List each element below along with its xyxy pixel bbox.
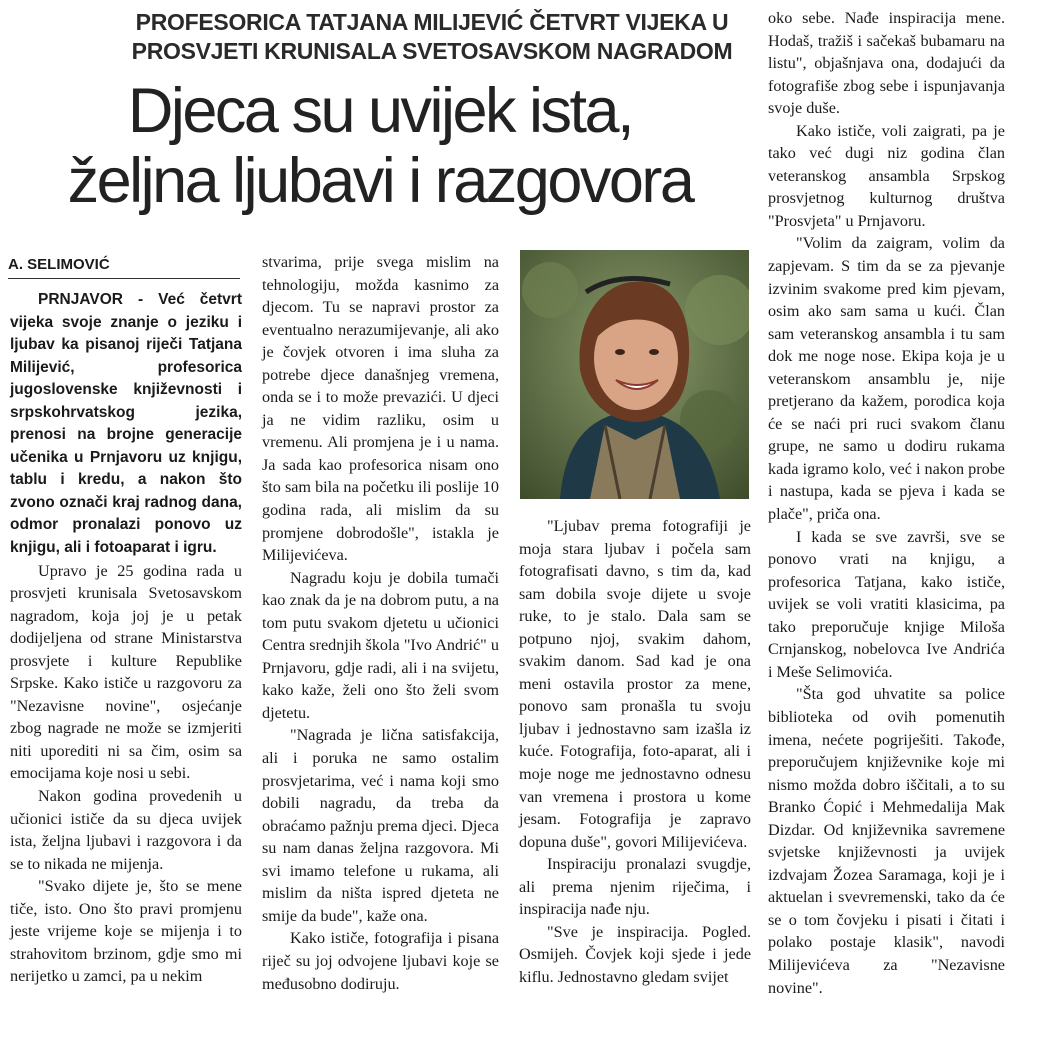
paragraph: I kada se sve završi, sve se ponovo vrati na knjigu, a profesorica Tatjana, kako ističe, uvijek se voli vratiti klasicima, pa tako preporučuje knjige Miloša Crnjanskog, nobelovca Ive Andrića i Meše Selimovića. (768, 527, 1005, 681)
paragraph: "Volim da zaigram, volim da zapjevam. S tim da se za pjevanje izvinim svakome pred kim pjevam, osim ako sam sama u kući. Član sam veteranskog ansambla i tu sam dok me noge nose. Ekipa koja je u veteranskom ansamblu je, nije pretjerano da kažem, porodica koja će se naći pri ruci svakom članu grupe, ne samo u dodiru rukama kada igramo kolo, već i nakon probe i nastupa, kada se pjeva i kada se plače", priča ona. (768, 234, 1005, 524)
article-column-4 (768, 7, 1005, 999)
paragraph: "Nagrada je lična satisfakcija, ali i poruka ne samo ostalim prosvjetarima, već i nama koji smo dobili nagradu, da treba da obraćamo pažnju prema djeci. Djeca su nam danas željna razgovora. Mi svi imamo telefone u rukama, ali mislim da ništa ispred djeteta ne smije da bude", kaže ona. (262, 726, 499, 925)
portrait-photo (520, 250, 749, 499)
paragraph: "Ljubav prema fotografiji je moja stara ljubav i počela sam fotografisati davno, s tim da, kad sam dobila svoje dijete u svoje ruke, to je stalo. Dala sam se potpuno njoj, svakim dahom, svakim danom. Sad kad je ona meni ostavila prostor za mene, ponovo sam pronašla tu svoju ljubav i jednostavno sam izašla iz kuće. Fotografija, foto-aparat, ali i moje noge me jednostavno odnesu van vremena i prostora u kome jesam. Fotografija je zapravo dopuna duše", govori Milijevićeva. (519, 517, 751, 851)
article-column-3 (519, 515, 751, 988)
paragraph: Kako ističe, voli zaigrati, pa je tako već dugi niz godina član veteranskog ansambla Srpskog prosvjetnog kulturnog društva "Prosvjeta" u Prnjavoru. (768, 121, 1005, 230)
paragraph: Kako ističe, fotografija i pisana riječ su joj odvojene ljubavi koje se međusobno dodiruju. (262, 929, 499, 993)
portrait-photo-icon (520, 250, 749, 499)
paragraph: "Svako dijete je, što se mene tiče, isto. Ono što pravi promjenu jeste vrijeme koje se mijenja i to strahovitom brzinom, gdje smo mi nerijetko u zamci, pa u nekim (10, 877, 242, 986)
paragraph: stvarima, prije svega mislim na tehnologiju, možda kasnimo za djecom. Tu se napravi prostor za eventualno nerazumijevanje, ali ako je čovjek otvoren i ima sluha za potrebe djece današnjeg vremena, onda se i to može prevazići. U djeci ja ne vidim razliku, osim u vremenu. Ali promjena je i u nama. Ja sada kao profesorica nisam ono što sam bila na početku ili poslije 10 godina rada, ali mislim da su promjene dobrodošle", istakla je Milijevićeva. (262, 253, 499, 565)
article-column-1 (10, 289, 242, 988)
paragraph: Nakon godina provedenih u učionici ističe da su djeca uvijek ista, željna ljubavi i razgovora i da se to nikada ne mijenja. (10, 787, 242, 873)
paragraph: "Šta god uhvatite sa police biblioteka od ovih pomenutih imena, nećete pogriješiti. Takođe, preporučujem književnike koje mi nismo možda dobro iščitali, a to su Branko Ćopić i Mehmedalija Mak Dizdar. Od književnika savremene svjetske književnosti ja uvijek izdvajam Žozea Saramaga, koji je i aktuelan i svevremenski, tako da će se o tom čovjeku i pisati i čitati i polako postaje klasik", navodi Milijevićeva za "Nezavisne novine". (768, 685, 1005, 997)
kicker-line-1: PROFESORICA TATJANA MILIJEVIĆ ČETVRT VIJEKA U (135, 9, 729, 35)
headline-line-1: Djeca su uvijek ista, (127, 76, 633, 146)
author-byline: A. SELIMOVIĆ (8, 255, 240, 279)
paragraph: Inspiraciju pronalazi svugdje, ali prema njenim riječima, i inspiracija nađe nju. (519, 855, 751, 919)
paragraph: Upravo je 25 godina rada u prosvjeti krunisala Svetosavskom nagradom, koja joj je u petak dodijeljena od strane Ministarstva prosvjete i kulture Republike Srpske. Kako ističe u razgovoru za "Nezavisne novine", osjećanje zbog nagrade ne može se izmjeriti niti uporediti ni sa čim, osim sa emocijama koje nosi u sebi. (10, 561, 242, 783)
paragraph: oko sebe. Nađe inspiracija mene. Hodaš, tražiš i sačekaš bubamaru na listu", objašnjava ona, dodajući da fotografiše zbog sebe i ispunjavanja svoje duše. (768, 9, 1005, 118)
lead-paragraph: PRNJAVOR - Već četvrt vijeka svoje znanje o jeziku i ljubav ka pisanoj riječi Tatjana Milijević, profesorica jugoslovenske književnosti i srpskohrvatskog jezika, prenosi na brojne generacije učenika u Prnjavoru uz knjigu, tablu i kredu, a nakon što zvono označi kraj radnog dana, odmor pronalazi ponovo uz knjigu, ali i fotoaparat i igru. (10, 291, 242, 557)
kicker-line-2: PROSVJETI KRUNISALA SVETOSAVSKOM NAGRADOM (131, 38, 733, 64)
paragraph: Nagradu koju je dobila tumači kao znak da je na dobrom putu, a na tom putu svakom djetetu u učionici Centra srednjih škola "Ivo Andrić" u Prnjavoru, gdje radi, ali i na svijetu, kako kaže, želi ono što želi svom djetetu. (262, 568, 499, 722)
main-headline (0, 76, 760, 216)
paragraph: "Sve je inspiracija. Pogled. Osmijeh. Čovjek koji sjede i jede kiflu. Jednostavno gledam svijet (519, 922, 751, 986)
headline-line-2: željna ljubavi i razgovora (67, 146, 693, 216)
article-column-2 (262, 251, 499, 995)
kicker-headline (112, 8, 752, 66)
